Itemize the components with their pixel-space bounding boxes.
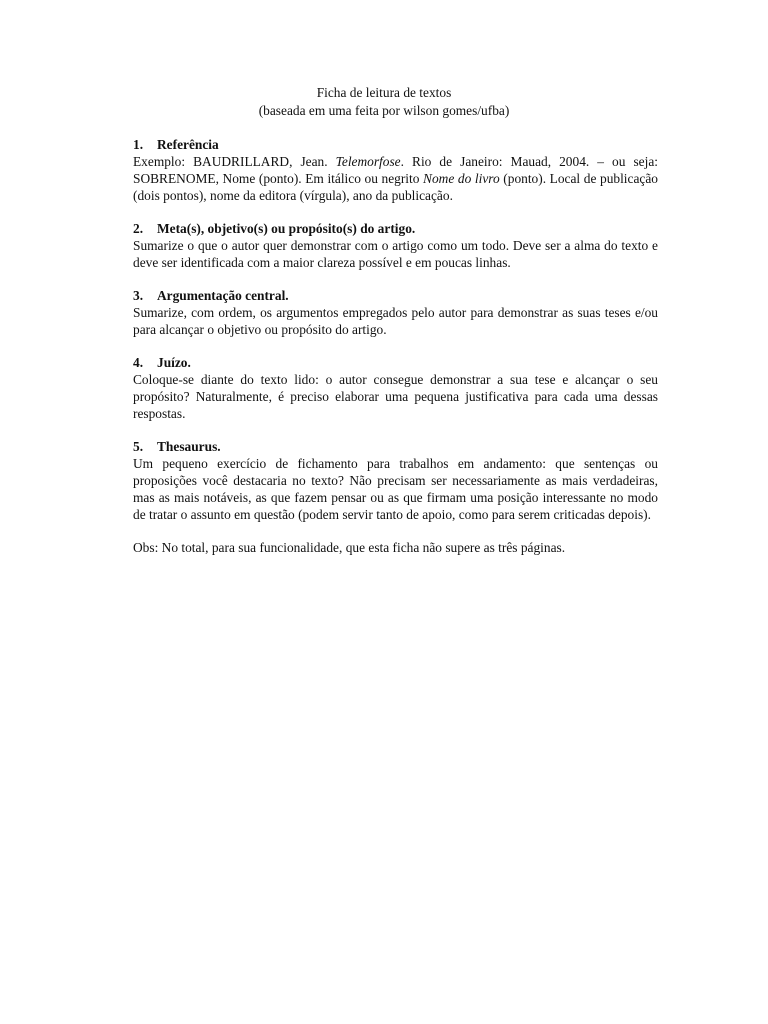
section-text: Um pequeno exercício de fichamento para trabalhos em andamento: que sentenças ou proposições você destacaria no texto? Não precisam ser necessariamente as mais verdadeiras, mas as mais notáveis, as que fazem pensar ou as que firmam uma posição interessante no modo de tratar o assunto em questão (podem servir tanto de apoio, como para serem criticadas depois).	[133, 456, 658, 522]
title-block	[0, 84, 768, 120]
document-body	[133, 136, 658, 556]
section-title: Argumentação central.	[157, 288, 289, 303]
section-heading	[133, 287, 658, 304]
section-number: 1.	[133, 137, 144, 152]
section-title: Referência	[157, 137, 219, 152]
document-subtitle: (baseada em uma feita por wilson gomes/ufba)	[258, 103, 510, 118]
section-text: Sumarize o que o autor quer demonstrar com o artigo como um todo. Deve ser a alma do texto e deve ser identificada com a maior clareza possível e em poucas linhas.	[133, 238, 658, 270]
section-heading	[133, 438, 658, 455]
section-heading	[133, 354, 658, 371]
section-referencia	[133, 136, 658, 204]
section-heading	[133, 136, 658, 153]
section-number: 3.	[133, 288, 144, 303]
section-number: 2.	[133, 221, 144, 236]
italic-book-title: Nome do livro	[423, 171, 500, 186]
section-thesaurus	[133, 438, 658, 523]
section-text: Coloque-se diante do texto lido: o autor consegue demonstrar a sua tese e alcançar o seu propósito? Naturalmente, é preciso elaborar uma pequena justificativa para cada uma dessas respostas.	[133, 372, 658, 421]
section-title: Juízo.	[157, 355, 191, 370]
section-number: 4.	[133, 355, 144, 370]
text-part: Exemplo: BAUDRILLARD, Jean.	[133, 154, 336, 169]
section-juizo	[133, 354, 658, 422]
italic-book-title: Telemorfose	[335, 154, 401, 169]
text-part: . Rio de Janeiro: Mauad, 2004. – ou seja: SOBRENOME, Nome (ponto). Em itálico ou negrito	[133, 154, 658, 186]
section-heading	[133, 220, 658, 237]
section-number: 5.	[133, 439, 144, 454]
section-text	[133, 153, 658, 204]
section-title: Thesaurus.	[157, 439, 221, 454]
section-title: Meta(s), objetivo(s) ou propósito(s) do artigo.	[157, 221, 416, 236]
section-argumentacao	[133, 287, 658, 338]
observation-note: Obs: No total, para sua funcionalidade, que esta ficha não supere as três páginas.	[133, 540, 566, 555]
section-text: Sumarize, com ordem, os argumentos empregados pelo autor para demonstrar as suas teses e/ou para alcançar o objetivo ou propósito do artigo.	[133, 305, 658, 337]
section-meta	[133, 220, 658, 271]
text-part: (ponto). Local de publicação (dois pontos), nome da editora (vírgula), ano da publicação.	[133, 171, 658, 203]
document-title: Ficha de leitura de textos	[316, 85, 452, 100]
